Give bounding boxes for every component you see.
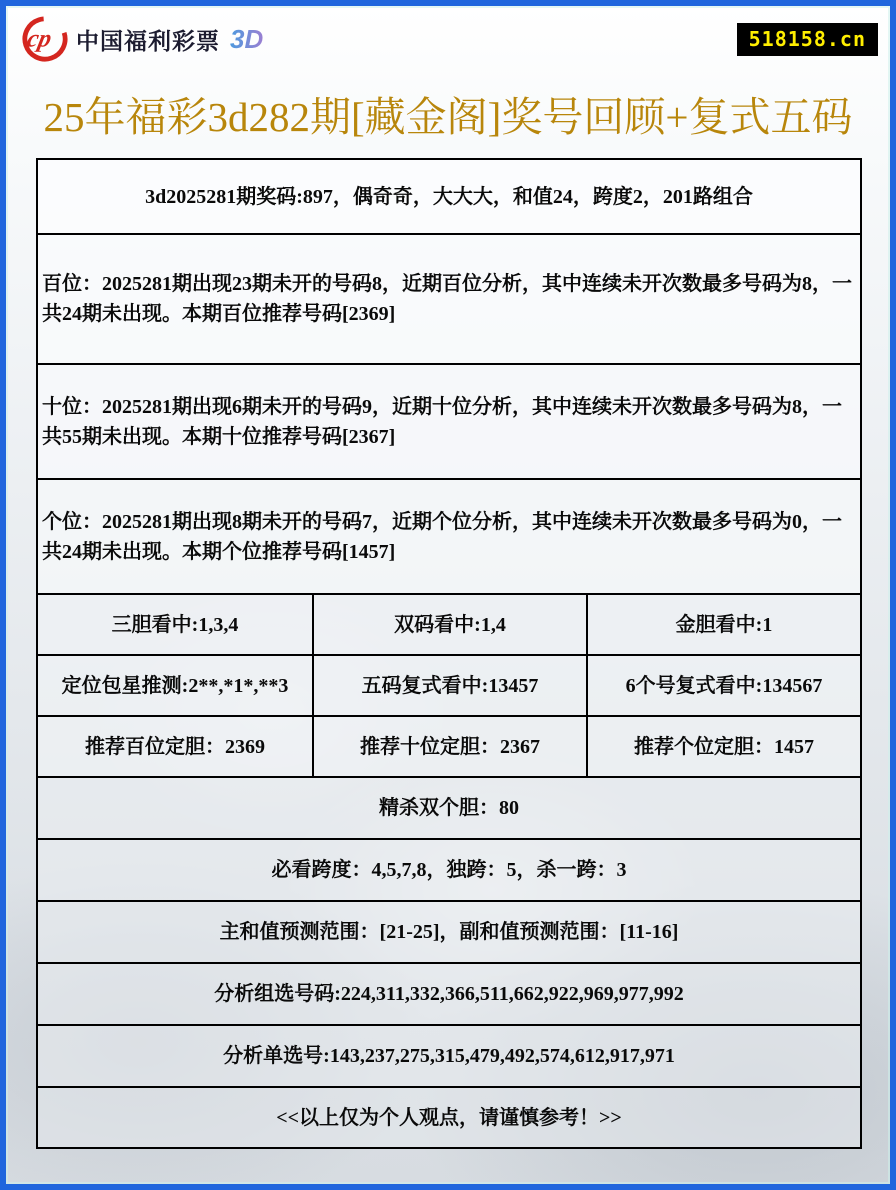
six-code-cell: 6个号复式看中:134567 (586, 656, 860, 715)
picks-row-3 (38, 715, 860, 776)
draw-result-row: 3d2025281期奖码:897，偶奇奇，大大大，和值24，跨度2，201路组合 (38, 160, 860, 233)
tens-dan-cell: 推荐十位定胆：2367 (312, 717, 586, 776)
sum-range-row: 主和值预测范围：[21-25]，副和值预测范围：[11-16] (38, 900, 860, 962)
svg-text:cp: cp (24, 25, 54, 53)
disclaimer-row: <<以上仅为个人观点，请谨慎参考！>> (38, 1086, 860, 1147)
units-analysis-row: 个位：2025281期出现8期未开的号码7，近期个位分析，其中连续未开次数最多号码为0，一共24期未出现。本期个位推荐号码[1457] (38, 478, 860, 593)
hundreds-analysis-row: 百位：2025281期出现23期未开的号码8，近期百位分析，其中连续未开次数最多号码为8，一共24期未出现。本期百位推荐号码[2369] (38, 233, 860, 363)
units-dan-cell: 推荐个位定胆：1457 (586, 717, 860, 776)
hundreds-dan-cell: 推荐百位定胆：2369 (85, 735, 265, 758)
header (6, 6, 890, 68)
page-title: 25年福彩3d282期[藏金阁]奖号回顾+复式五码 (43, 94, 853, 140)
triple-dan-cell: 三胆看中:1,3,4 (111, 613, 239, 636)
picks-row-1 (38, 593, 860, 654)
double-code-cell: 双码看中:1,4 (312, 595, 586, 654)
site-url-badge: 518158.cn (737, 23, 878, 56)
gold-dan-cell: 金胆看中:1 (586, 595, 860, 654)
five-code-cell: 五码复式看中:13457 (312, 656, 586, 715)
picks-row-2 (38, 654, 860, 715)
prediction-board (36, 158, 862, 1149)
span-prediction-row: 必看跨度：4,5,7,8，独跨：5，杀一跨：3 (38, 838, 860, 900)
kill-double-dan-row: 精杀双个胆：80 (38, 776, 860, 838)
tens-analysis-row: 十位：2025281期出现6期未开的号码9，近期十位分析，其中连续未开次数最多号码为8，一共55期未出现。本期十位推荐号码[2367] (38, 363, 860, 478)
single-selection-row: 分析单选号:143,237,275,315,479,492,574,612,917,971 (38, 1024, 860, 1086)
cp-lottery-icon (22, 16, 68, 62)
brand-name: 中国福利彩票 (76, 27, 220, 54)
brand-3d-label: 3D (230, 23, 264, 54)
group-selection-row: 分析组选号码:224,311,332,366,511,662,922,969,977,992 (38, 962, 860, 1024)
position-star-cell: 定位包星推测:2**,*1*,**3 (61, 674, 289, 697)
lottery-logo (22, 16, 263, 62)
